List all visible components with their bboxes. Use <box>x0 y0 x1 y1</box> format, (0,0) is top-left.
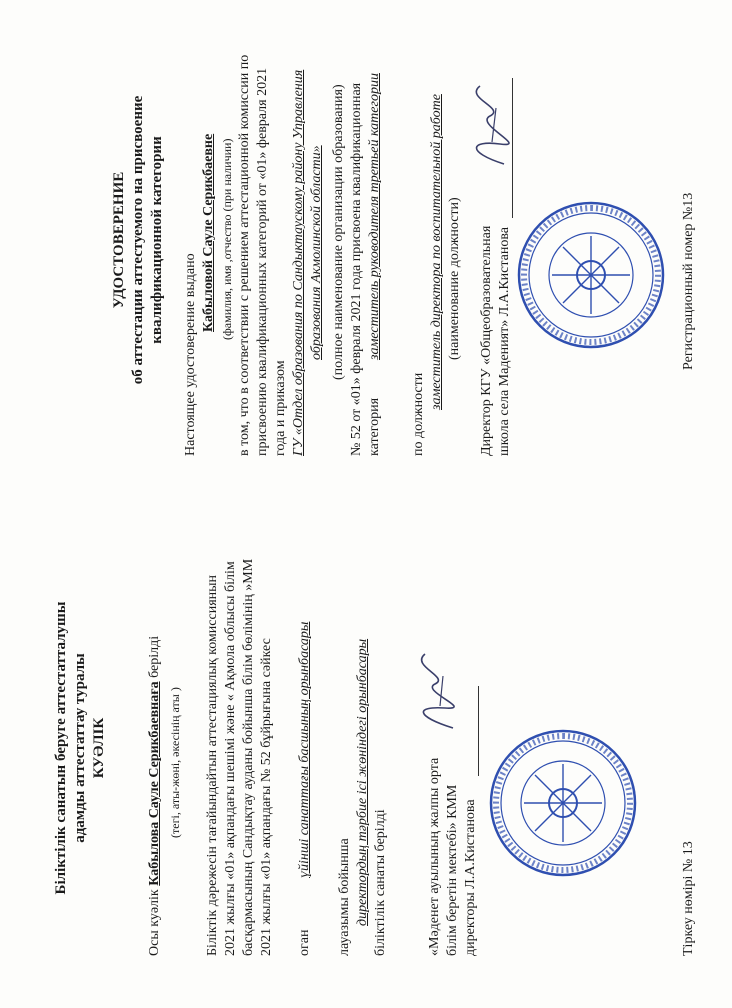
ru-director-line2: школа села Маденият» Л.А.Кистанова <box>497 226 512 456</box>
kz-organ-label: оган <box>297 929 312 956</box>
ru-position-caption: (наименование должности) <box>447 197 462 360</box>
ru-position-label: по должности <box>411 372 426 456</box>
ru-title-line2: об аттестации аттестуемого на присвоение <box>130 95 146 385</box>
kz-title-line1: Біліктілік санатын беруге аттестатталушы <box>53 601 69 895</box>
kz-title-line2: адамды аттестаттау туралы <box>72 653 88 843</box>
kz-director-line2: білім беретін мектебі» КММ <box>445 784 460 956</box>
ru-registration-number: Регистрационный номер №13 <box>681 192 696 370</box>
ru-category-value: заместитель руководителя третьей категории <box>367 73 382 360</box>
kazakh-certificate <box>0 508 732 1008</box>
kz-official-stamp-icon <box>488 728 638 878</box>
ru-official-stamp-icon <box>516 200 666 350</box>
ru-org-value1: ГУ «Отдел образования по Сандыктаускому району Управления <box>291 69 306 456</box>
ru-director-line1: Директор КГУ «Общеобразовательная <box>479 225 494 456</box>
ru-issued-name: Кабыловой Сауле Серикбаевне <box>201 133 216 332</box>
kz-body-line3: басқармасының Сандықтау ауданы бойынша білім бөлімінің »ММ <box>241 558 256 956</box>
kz-director-line1: «Мәденет ауылының жалпы орта <box>427 757 442 956</box>
kz-issued-prefix: Осы куәлік <box>147 885 162 956</box>
ru-org-value2: образования Акмолинской области» <box>309 145 324 360</box>
ru-org-caption: (полное наименование организации образования) <box>331 84 346 380</box>
kz-category-given: біліктілік санаты берілді <box>373 809 388 956</box>
kz-body-line1: Біліктік дәрежесін тағайындайтын аттестациялық комиссиянын <box>205 574 220 956</box>
kz-issued-line <box>146 636 164 956</box>
ru-category-label: категория <box>367 397 382 456</box>
ru-order-line: № 52 от «01» февраля 2021 года присвоена квалификационная <box>349 82 364 456</box>
ru-signature-icon <box>458 80 518 170</box>
kz-signature-icon <box>405 646 465 736</box>
ru-issued-prefix: Настоящее удостоверение выдано <box>183 253 198 456</box>
kz-organ-value: үйінші санаттағы басшының орынбасары <box>297 621 312 878</box>
kz-title <box>52 528 109 968</box>
kz-position-value: директордың тәрбие ісі жөніндегі орынбасары <box>355 638 370 926</box>
ru-body-line3: года и приказом <box>273 360 288 456</box>
kz-body-line4: 2021 жылғы «01» ақпандағы № 52 бұйрығына сәйкес <box>259 638 274 956</box>
ru-body-line1: в том, что в соответствии с решением аттестационной комиссии по <box>237 54 252 456</box>
ru-title-line3: квалификационной категории <box>149 136 165 344</box>
kz-signature-line <box>478 686 479 776</box>
russian-certificate <box>0 0 732 500</box>
kz-title-line3: КУӘЛІК <box>91 717 107 779</box>
ru-title-line1: УДОСТОВЕРЕНИЕ <box>111 171 127 309</box>
kz-position-label: лауазымы бойынша <box>337 838 352 956</box>
kz-issued-name: Кабылова Сауле Серикбаевнаға <box>147 681 162 886</box>
ru-position-value: заместитель директора по воспитательной работе <box>429 94 444 410</box>
ru-body-line2: присвоению квалификационных категорий от «01» февраля 2021 <box>255 67 270 456</box>
kz-name-caption: (тегі, аты-жөні, әкесінің аты ) <box>168 687 182 838</box>
kz-body-line2: 2021 жылғы «01» ақпандағы шешімі және « Ақмола облысы білім <box>223 561 238 956</box>
ru-title <box>110 20 167 460</box>
kz-registration-number: Тіркеу нөмірі № 13 <box>681 841 696 956</box>
kz-issued-suffix: берілді <box>147 635 162 682</box>
ru-name-caption: (фамилия, имя ,отчество (при наличии) <box>220 138 234 340</box>
kz-director-line3: директоры Л.А.Кистанова <box>463 799 478 956</box>
